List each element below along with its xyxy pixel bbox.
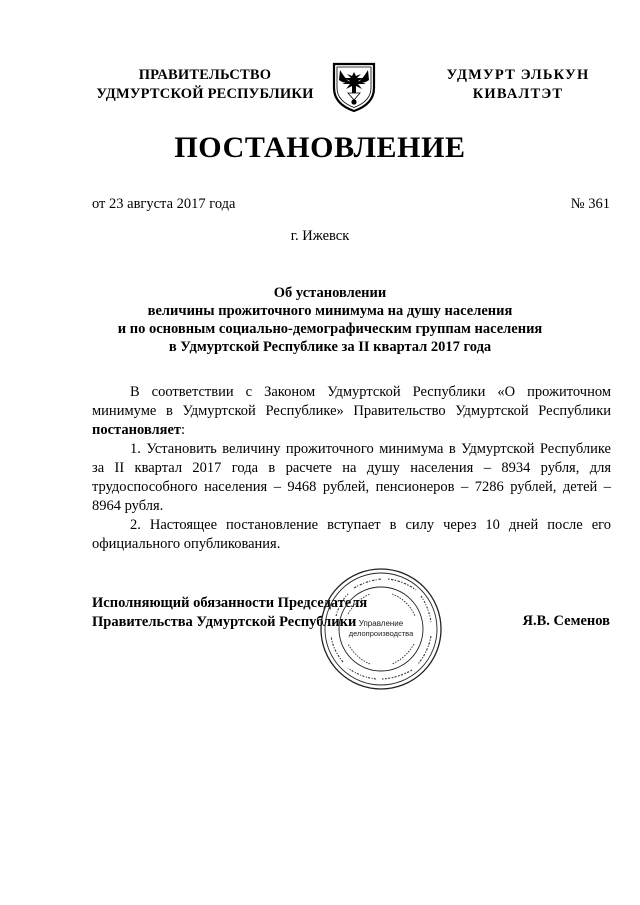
- document-number: № 361: [570, 196, 610, 212]
- org-name-russian-line-1: ПРАВИТЕЛЬСТВО: [138, 67, 272, 83]
- org-name-udmurt: [425, 66, 611, 104]
- org-name-russian: [92, 66, 318, 104]
- signatory-position-line-2: Правительства Удмуртской Республики: [92, 614, 357, 630]
- document-body: [92, 383, 611, 554]
- subject-line-2: величины прожиточного минимума на душу населения: [147, 303, 513, 319]
- stamp-center-line-1: Управление: [358, 619, 404, 628]
- document-title: ПОСТАНОВЛЕНИЕ: [174, 131, 466, 164]
- subject-line-4: в Удмуртской Республике за II квартал 2017 года: [168, 339, 492, 355]
- signatory-name: Я.В. Семенов: [522, 613, 610, 629]
- resolves-word: постановляет: [92, 422, 182, 438]
- document-date: от 23 августа 2017 года: [92, 196, 236, 212]
- subject-line-1: Об установлении: [273, 285, 387, 301]
- resolves-colon: :: [181, 422, 186, 438]
- item-1-paragraph: 1. Установить величину прожиточного минимума в Удмуртской Республике за II квартал 2017 года в расчете на душу населения – 8934 рубля, для трудоспособного населения – 9468 рублей, пенсионеров – 7286 рублей, детей – 8964 рубля.: [92, 441, 611, 514]
- document-subject: [60, 284, 600, 356]
- org-name-udmurt-line-2: КИВАЛТЭТ: [472, 86, 564, 102]
- official-stamp: [318, 566, 444, 692]
- org-name-udmurt-line-1: УДМУРТ ЭЛЬКУН: [446, 67, 590, 83]
- preamble-text: В соответствии с Законом Удмуртской Республики «О прожиточном минимуме в Удмуртской Республике» Правительство Удмуртской Республики: [92, 384, 611, 419]
- item-2-paragraph: 2. Настоящее постановление вступает в силу через 10 дней после его официального опубликования.: [92, 517, 611, 552]
- stamp-center-line-2: делопроизводства: [348, 629, 414, 638]
- document-city: г. Ижевск: [290, 228, 350, 244]
- org-name-russian-line-2: УДМУРТСКОЙ РЕСПУБЛИКИ: [96, 86, 314, 102]
- coat-of-arms-icon: [326, 58, 382, 114]
- subject-line-3: и по основным социально-демографическим группам населения: [117, 321, 543, 337]
- signatory-position-line-1: Исполняющий обязанности Председателя: [92, 595, 368, 611]
- preamble-paragraph: [92, 383, 611, 440]
